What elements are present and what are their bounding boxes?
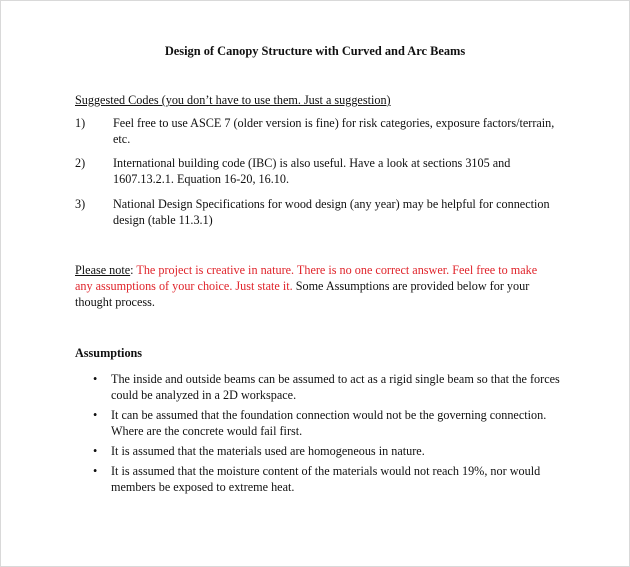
assumption-text: The inside and outside beams can be assumed to act as a rigid single beam so that the forces could be analyzed in a 2D workspace. (111, 372, 560, 402)
assumption-item (91, 407, 561, 439)
note-black-text: Some Assumptions are provided below for your thought process. (75, 279, 530, 309)
bullet-icon: • (93, 372, 98, 386)
code-number: 2) (75, 156, 86, 170)
bullet-icon: • (93, 408, 98, 422)
bullet-icon: • (93, 444, 98, 458)
bullet-icon: • (93, 464, 98, 478)
document-title: Design of Canopy Structure with Curved and Arc Beams (164, 44, 466, 58)
note-red-text: The project is creative in nature. There is no one correct answer. Feel free to make any assumptions of your choice. Just state it. (75, 263, 538, 293)
codes-heading: Suggested Codes (you don’t have to use them. Just a suggestion) (75, 93, 391, 107)
assumption-text: It is assumed that the moisture content of the materials would not reach 19%, nor would members be exposed to extreme heat. (111, 464, 541, 494)
code-text: Feel free to use ASCE 7 (older version is fine) for risk categories, exposure factors/terrain, etc. (113, 116, 555, 146)
code-number: 3) (75, 197, 86, 211)
assumption-item (91, 371, 561, 403)
note-colon: : (130, 263, 134, 277)
code-number: 1) (75, 116, 86, 130)
assumption-item (91, 443, 561, 459)
assumption-text: It can be assumed that the foundation connection would not be the governing connection. Where are the concrete would fail first. (111, 408, 547, 438)
code-text: International building code (IBC) is also useful. Have a look at sections 3105 and 1607.13.2.1. Equation 16-20, 16.10. (113, 156, 511, 186)
note-paragraph (75, 262, 555, 310)
assumption-text: It is assumed that the materials used are homogeneous in nature. (111, 444, 425, 458)
assumptions-heading: Assumptions (75, 346, 143, 360)
code-text: National Design Specifications for wood design (any year) may be helpful for connection design (table 11.3.1) (113, 197, 550, 227)
assumption-item (91, 463, 561, 495)
assumptions-list (91, 371, 561, 499)
note-label: Please note (75, 263, 131, 277)
